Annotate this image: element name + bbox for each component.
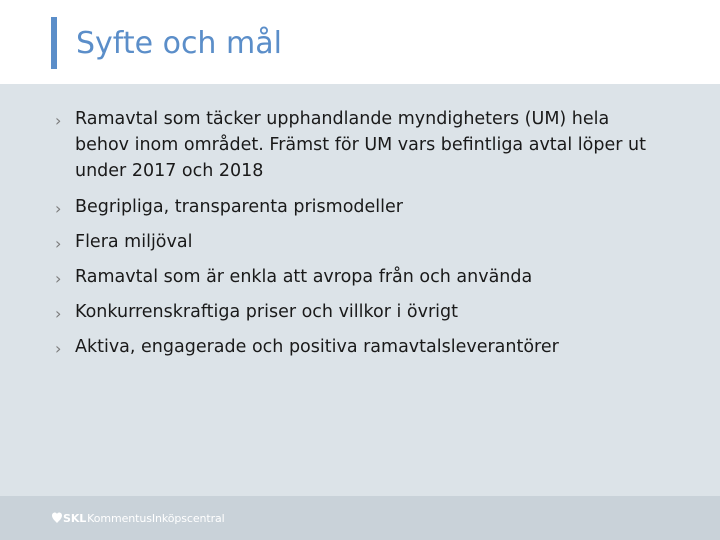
chevron-right-icon: ›	[55, 339, 62, 358]
title-accent-bar	[51, 17, 57, 69]
logo-text: KommentusInköpscentral	[87, 511, 225, 525]
footer-band	[0, 496, 720, 540]
slide-title: Syfte och mål	[76, 26, 282, 61]
bullet-text: Begripliga, transparenta prismodeller	[75, 197, 403, 217]
chevron-right-icon: ›	[55, 234, 62, 253]
footer-logo	[52, 510, 225, 526]
chevron-right-icon: ›	[55, 269, 62, 288]
bullet-text: Konkurrenskraftiga priser och villkor i övrigt	[75, 302, 459, 322]
chevron-right-icon: ›	[55, 199, 62, 218]
chevron-right-icon: ›	[55, 111, 62, 130]
bullet-text: Aktiva, engagerade och positiva ramavtalsleverantörer	[75, 337, 559, 357]
bullet-text: Flera miljöval	[75, 232, 193, 252]
bullet-text: Ramavtal som är enkla att avropa från och använda	[75, 267, 533, 287]
chevron-right-icon: ›	[55, 304, 62, 323]
heart-icon	[52, 512, 62, 524]
slide-content	[0, 84, 720, 496]
title-band	[0, 0, 720, 84]
logo-prefix: SKL	[63, 511, 87, 525]
bullet-text: Ramavtal som täcker upphandlande myndigheters (UM) hela behov inom området. Främst för UM vars befintliga avtal löper ut under 2017 och 2018	[75, 109, 646, 181]
